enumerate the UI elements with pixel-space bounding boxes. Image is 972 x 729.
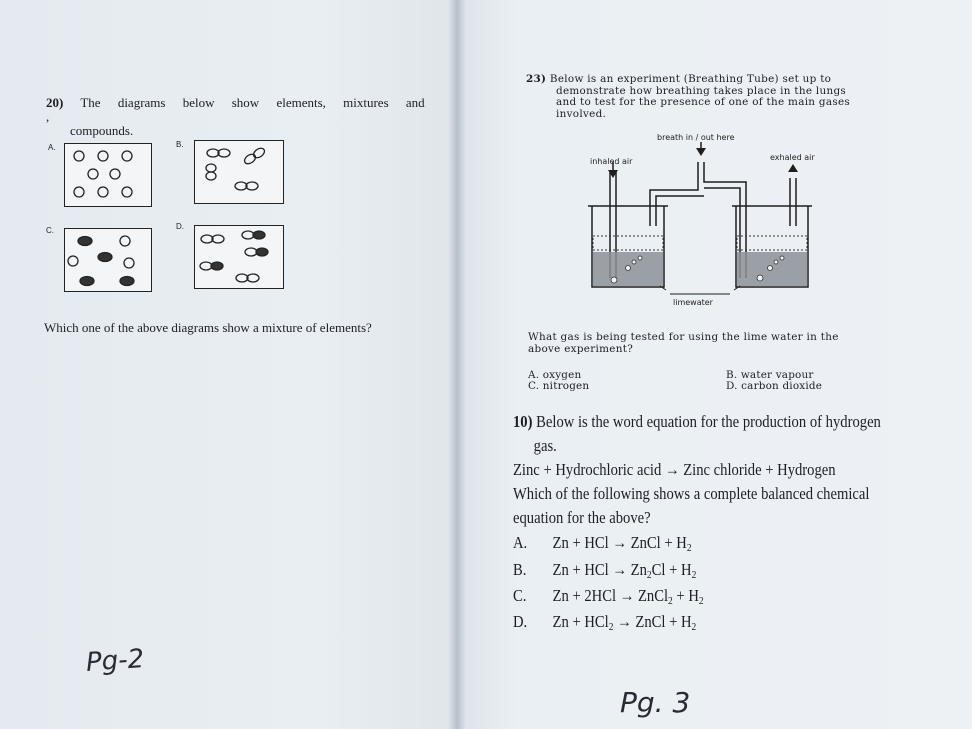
diagram-c-label: C. (46, 226, 54, 235)
option-b-equation-lhs: Zn + HCl → Zn (552, 560, 647, 579)
option-c-letter: C. (513, 586, 527, 605)
diagram-inhaled-label: inhaled air (590, 157, 633, 166)
option-a-equation: Zn + HCl → ZnCl + H (552, 533, 687, 552)
option-d-sub: 2 (691, 621, 697, 633)
question-10-option-b (513, 560, 696, 581)
question-23-option-b: B. water vapour (726, 369, 814, 381)
question-20-number: 20) (46, 95, 64, 110)
question-23-number: 23) (526, 73, 547, 85)
question-23-line4: involved. (556, 107, 607, 120)
question-10-line1: Below is the word equation for the production of hydrogen (536, 412, 881, 431)
option-b-equation-mid: Cl + H (651, 560, 692, 579)
diagram-d-label: D. (176, 222, 184, 231)
breathing-tube-diagram (580, 140, 820, 308)
diagram-a (64, 143, 152, 207)
question-23-ask (528, 332, 908, 355)
question-23-ask-line2: above experiment? (528, 342, 634, 355)
question-10-option-c (513, 586, 704, 607)
question-20-line2: compounds. (70, 123, 134, 138)
option-c-sub: 2 (698, 595, 704, 607)
diagram-a-label: A. (48, 143, 56, 152)
option-c-sub1: 2 (668, 595, 673, 607)
question-23-line2: demonstrate how breathing takes place in the lungs (556, 84, 847, 97)
diagram-c-particles (65, 229, 150, 290)
question-10-number: 10) (513, 412, 533, 431)
diagram-d (194, 225, 284, 289)
question-10-line2: gas. (533, 436, 557, 455)
diagram-b-particles (195, 141, 282, 202)
question-23 (526, 74, 906, 120)
option-c-equation-mid: + H (672, 586, 699, 605)
option-d-equation-lhs: Zn + HCl (552, 612, 609, 631)
question-10-line4: Which of the following shows a complete balanced chemical (513, 484, 870, 503)
right-page-number: Pg. 3 (620, 686, 691, 719)
diagram-top-label: breath in / out here (657, 133, 735, 142)
option-a-sub: 2 (686, 542, 692, 554)
book-gutter (448, 0, 466, 729)
diagram-d-particles (195, 226, 282, 287)
left-page-number: Pg-2 (85, 644, 146, 678)
question-23-option-d: D. carbon dioxide (726, 380, 823, 392)
question-23-line1: Below is an experiment (Breathing Tube) set up to (549, 73, 832, 85)
question-20 (46, 96, 436, 138)
question-20-ask: Which one of the above diagrams show a mixture of elements? (44, 320, 372, 335)
diagram-limewater-label: limewater (673, 298, 713, 307)
question-23-line3: and to test for the presence of one of the main gases (556, 96, 851, 109)
question-10-option-a (513, 533, 692, 554)
option-d-sub1: 2 (608, 621, 614, 633)
option-b-sub: 2 (691, 569, 697, 581)
question-20-line1: The diagrams below show elements, mixtures and , (46, 95, 425, 124)
question-10-line3: Zinc + Hydrochloric acid → Zinc chloride + Hydrogen (513, 460, 836, 479)
option-c-equation-lhs: Zn + 2HCl → ZnCl (552, 586, 669, 605)
diagram-c (64, 228, 152, 292)
option-d-letter: D. (513, 612, 528, 631)
question-23-option-c: C. nitrogen (528, 380, 590, 392)
question-10-option-d (513, 612, 696, 633)
diagram-b (194, 140, 284, 204)
question-10-line5: equation for the above? (513, 508, 651, 527)
option-d-equation-mid: → ZnCl + H (613, 612, 692, 631)
question-23-ask-line1: What gas is being tested for using the lime water in the (528, 331, 839, 343)
option-b-sub1: 2 (646, 569, 652, 581)
option-a-letter: A. (513, 533, 528, 552)
diagram-exhaled-label: exhaled air (770, 153, 815, 162)
option-b-letter: B. (513, 560, 527, 579)
question-23-option-a: A. oxygen (528, 369, 582, 381)
question-10 (513, 410, 917, 530)
diagram-a-particles (65, 144, 150, 205)
diagram-b-label: B. (176, 140, 184, 149)
